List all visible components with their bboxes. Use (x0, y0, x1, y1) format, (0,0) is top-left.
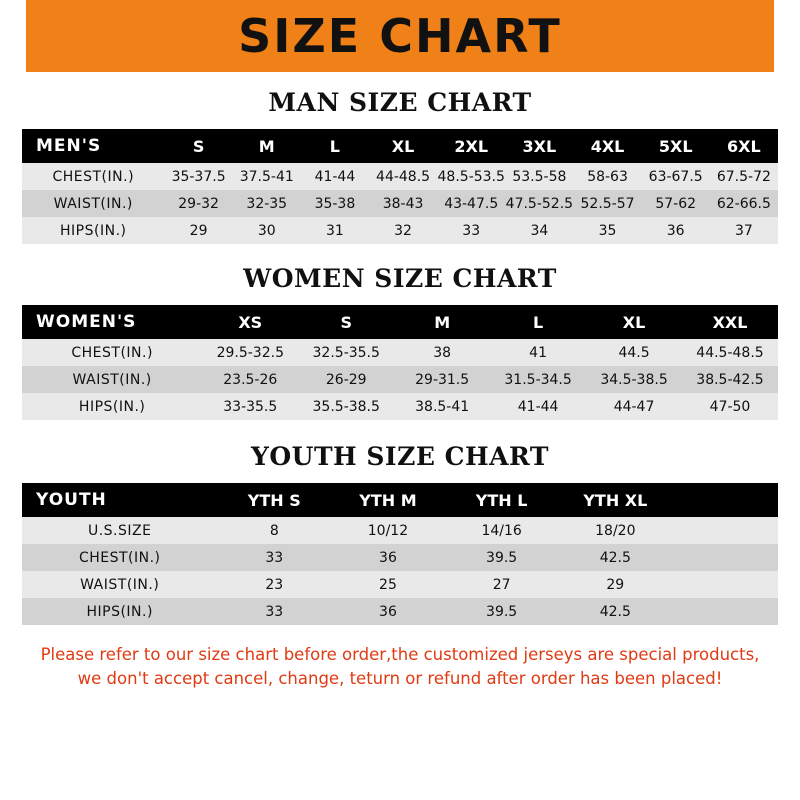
youth-cell-2-1: 25 (379, 576, 397, 593)
women-cell-1-1: 26-29 (325, 371, 367, 388)
youth-col-header-0: YOUTH (36, 490, 107, 510)
table-row (22, 393, 778, 420)
youth-row-label-1: CHEST(IN.) (78, 549, 161, 566)
footer-disclaimer (0, 643, 800, 691)
table-header-row (22, 305, 778, 339)
man-row-label-2: HIPS(IN.) (60, 222, 127, 239)
man-cell-1-8: 62-66.5 (716, 195, 771, 212)
youth-cell-3-spacer (672, 598, 778, 625)
man-cell-1-0: 29-32 (178, 195, 219, 212)
women-cell-2-1: 35.5-38.5 (312, 398, 380, 415)
youth-cell-1-2: 39.5 (486, 549, 518, 566)
youth-cell-1-0: 33 (265, 549, 284, 566)
youth-cell-2-spacer (672, 571, 778, 598)
youth-col-header-3: YTH L (475, 490, 528, 510)
women-cell-1-5: 38.5-42.5 (696, 371, 764, 388)
man-col-header-3: L (329, 136, 340, 156)
man-cell-0-6: 58-63 (587, 168, 628, 185)
man-cell-2-3: 32 (394, 222, 412, 239)
man-cell-1-3: 38-43 (382, 195, 424, 212)
man-cell-2-2: 31 (325, 222, 344, 239)
women-col-header-4: L (532, 312, 544, 332)
women-row-label-0: CHEST(IN.) (71, 344, 153, 361)
man-cell-0-7: 63-67.5 (648, 168, 703, 185)
women-cell-2-5: 47-50 (709, 398, 751, 415)
women-cell-1-4: 34.5-38.5 (600, 371, 668, 388)
man-cell-2-6: 35 (598, 222, 617, 239)
women-cell-2-4: 44-47 (613, 398, 655, 415)
youth-cell-1-3: 42.5 (599, 549, 631, 566)
man-col-header-6: 3XL (522, 136, 557, 156)
youth-cell-3-3: 42.5 (599, 603, 631, 620)
man-row-label-1: WAIST(IN.) (53, 195, 133, 212)
women-col-header-6: XXL (712, 312, 748, 332)
man-cell-2-0: 29 (189, 222, 208, 239)
man-cell-0-8: 67.5-72 (716, 168, 771, 185)
man-cell-1-4: 43-47.5 (444, 195, 499, 212)
banner-left-notch (0, 0, 26, 72)
youth-cell-3-2: 39.5 (486, 603, 518, 620)
youth-col-header-1: YTH S (247, 490, 301, 510)
man-cell-2-7: 36 (666, 222, 685, 239)
youth-cell-1-1: 36 (379, 549, 397, 566)
women-cell-0-3: 41 (529, 344, 547, 361)
man-cell-0-0: 35-37.5 (171, 168, 226, 185)
women-cell-2-2: 38.5-41 (415, 398, 470, 415)
women-cell-0-5: 44.5-48.5 (696, 344, 764, 361)
youth-cell-2-3: 29 (606, 576, 625, 593)
women-table-body (22, 339, 778, 420)
youth-cell-3-0: 33 (265, 603, 284, 620)
man-table-header (22, 129, 778, 163)
banner-right-notch (774, 0, 800, 72)
table-row (22, 544, 778, 571)
women-col-header-0: WOMEN'S (36, 312, 137, 332)
footer-line-1: Please refer to our size chart before order,the customized jerseys are special products, (40, 645, 760, 664)
youth-col-header-spacer (672, 483, 778, 517)
man-col-header-1: S (192, 136, 205, 156)
man-col-header-8: 5XL (658, 136, 693, 156)
youth-section-heading: YOUTH SIZE CHART (251, 442, 549, 471)
man-col-header-2: M (258, 136, 275, 156)
women-cell-0-1: 32.5-35.5 (312, 344, 380, 361)
table-row (22, 190, 778, 217)
women-cell-1-0: 23.5-26 (223, 371, 278, 388)
women-col-header-1: XS (238, 312, 263, 332)
youth-cell-3-1: 36 (379, 603, 397, 620)
man-cell-0-1: 37.5-41 (239, 168, 294, 185)
man-cell-1-7: 57-62 (655, 195, 697, 212)
man-table-body (22, 163, 778, 244)
youth-cell-1-spacer (672, 544, 778, 571)
man-col-header-0: MEN'S (36, 136, 102, 156)
women-cell-1-2: 29-31.5 (415, 371, 470, 388)
man-cell-0-2: 41-44 (314, 168, 356, 185)
women-cell-0-4: 44.5 (618, 344, 650, 361)
women-size-table (22, 305, 778, 420)
table-row (22, 366, 778, 393)
man-col-header-5: 2XL (454, 136, 489, 156)
women-cell-2-0: 33-35.5 (223, 398, 278, 415)
women-section (0, 264, 800, 420)
youth-col-header-4: YTH XL (583, 490, 648, 510)
youth-table-header (22, 483, 778, 517)
women-row-label-2: HIPS(IN.) (78, 398, 146, 415)
table-row (22, 517, 778, 544)
women-cell-1-3: 31.5-34.5 (504, 371, 572, 388)
women-section-heading: WOMEN SIZE CHART (243, 264, 557, 293)
man-cell-2-1: 30 (257, 222, 276, 239)
youth-table-body (22, 517, 778, 625)
man-cell-0-5: 53.5-58 (512, 168, 567, 185)
women-cell-2-3: 41-44 (517, 398, 559, 415)
man-cell-0-3: 44-48.5 (376, 168, 431, 185)
man-col-header-9: 6XL (727, 136, 761, 156)
man-cell-2-4: 33 (462, 222, 481, 239)
youth-col-header-2: YTH M (359, 490, 417, 510)
table-header-row (22, 129, 778, 163)
man-cell-1-1: 32-35 (246, 195, 288, 212)
youth-cell-0-0: 8 (269, 522, 279, 539)
women-table-header (22, 305, 778, 339)
women-cell-0-2: 38 (433, 344, 452, 361)
man-cell-1-5: 47.5-52.5 (505, 195, 574, 212)
women-row-label-1: WAIST(IN.) (72, 371, 152, 388)
man-cell-1-2: 35-38 (314, 195, 356, 212)
table-header-row (22, 483, 778, 517)
table-row (22, 339, 778, 366)
table-row (22, 163, 778, 190)
youth-cell-2-0: 23 (265, 576, 284, 593)
women-col-header-5: XL (622, 312, 646, 332)
man-cell-0-4: 48.5-53.5 (437, 168, 505, 185)
youth-row-label-2: WAIST(IN.) (80, 576, 160, 593)
man-size-table (22, 129, 778, 244)
page-title: SIZE CHART (238, 9, 562, 63)
women-cell-0-0: 29.5-32.5 (216, 344, 284, 361)
women-col-header-3: M (434, 312, 451, 332)
table-row (22, 571, 778, 598)
man-col-header-7: 4XL (590, 136, 625, 156)
man-cell-2-5: 34 (530, 222, 549, 239)
youth-section (0, 442, 800, 625)
table-row (22, 217, 778, 244)
youth-row-label-0: U.S.SIZE (87, 522, 152, 539)
man-row-label-0: CHEST(IN.) (52, 168, 135, 185)
man-cell-2-8: 37 (734, 222, 753, 239)
youth-cell-0-3: 18/20 (595, 522, 636, 539)
youth-row-label-3: HIPS(IN.) (86, 603, 153, 620)
youth-size-table (22, 483, 778, 625)
man-cell-1-6: 52.5-57 (580, 195, 635, 212)
man-col-header-4: XL (391, 136, 415, 156)
header-banner (0, 0, 800, 72)
youth-cell-0-2: 14/16 (481, 522, 522, 539)
youth-cell-2-2: 27 (492, 576, 511, 593)
youth-cell-0-1: 10/12 (367, 522, 409, 539)
man-section-heading: MAN SIZE CHART (268, 88, 532, 117)
women-col-header-2: S (340, 312, 352, 332)
table-row (22, 598, 778, 625)
man-section (0, 88, 800, 244)
youth-cell-0-spacer (672, 517, 778, 544)
footer-line-2: we don't accept cancel, change, teturn or refund after order has been placed! (77, 668, 723, 688)
